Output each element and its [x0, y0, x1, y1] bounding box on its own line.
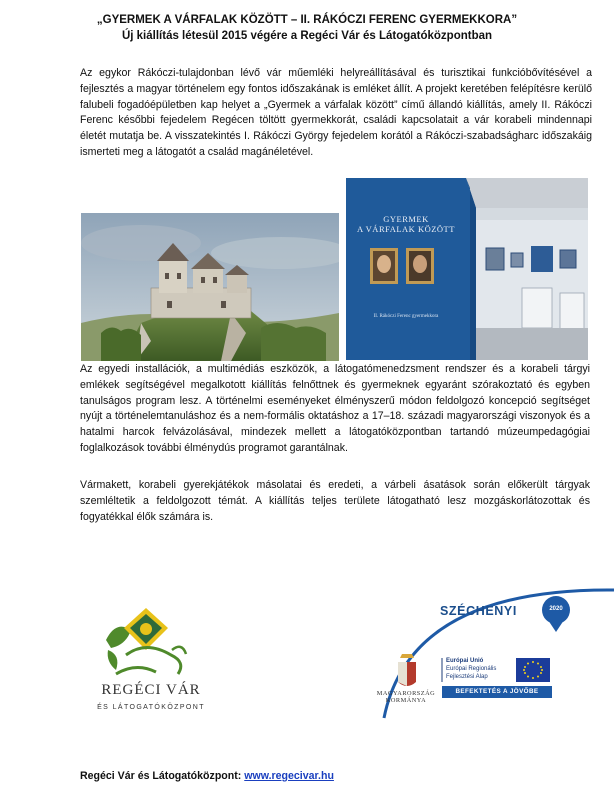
exhibition-rendering-image	[346, 178, 588, 360]
footer-label: Regéci Vár és Látogatóközpont:	[80, 770, 242, 782]
exhibit-caption-line-2: A VÁRFALAK KÖZÖTT	[357, 224, 455, 234]
exhibit-wall-caption	[356, 214, 456, 322]
title-line-1: „GYERMEK A VÁRFALAK KÖZÖTT – II. RÁKÓCZI FERENC GYERMEKKORA”	[96, 14, 518, 26]
szechenyi-title: SZÉCHENYI	[440, 604, 517, 618]
gov-line-2: KORMÁNYA	[385, 697, 427, 704]
regeci-logo-name: REGÉCI VÁR	[101, 682, 201, 698]
regeci-var-logo	[86, 600, 216, 722]
page-title	[60, 12, 554, 44]
exhibit-caption-line-1: GYERMEK	[383, 214, 429, 224]
gov-line-1: MAGYARORSZÁG	[376, 690, 436, 697]
castle-rendering-image	[81, 213, 339, 361]
szechenyi-year: 2020	[549, 606, 563, 612]
website-link[interactable]: www.regecivar.hu	[244, 770, 334, 782]
eu-fund-label	[442, 658, 552, 706]
exhibit-caption-sub: II. Rákóczi Ferenc gyermekkora	[373, 314, 439, 319]
title-line-2: Új kiállítás létesül 2015 végére a Regéci Vár és Látogatóközpontban	[121, 30, 493, 42]
szechenyi-2020-block	[370, 578, 614, 728]
eu-line-2: Európai Regionális	[446, 666, 497, 672]
paragraph-exhibition: Az egyedi installációk, a multimédiás eszközök, a látogatómenedzsment rendszer és a korabeli tárgyi emlékek segítségével megalkotott kiállítás felnőttnek és gyermeknek egyaránt szórakoztató és egyben tanulságos program lesz. A történelmi eseményeket élményszerű módon feldolgozó koncepció segítséget nyújt a történelemtanuláshoz és a nem-formális oktatáshoz a 17–18. századi magyarországi viszonyok és a hatalmi harcok felvázolásával, mindezek mellett a látogatóközpontban tartandó múzeumpedagógiai foglalkozások további élménydús programot garantálnak.	[80, 363, 590, 454]
eu-line-3: Fejlesztési Alap	[446, 674, 488, 680]
footer	[80, 770, 334, 782]
paragraph-artifacts: Vármakett, korabeli gyerekjátékok másolatai és eredeti, a várbeli ásatások során előkerült tárgyak szemléltetik a feldolgozott témát. A kiállítás teljes területe látogatható lesz mozgáskorlátozottak és fogyatékkal élők számára is.	[80, 479, 590, 523]
paragraph-intro: Az egykor Rákóczi-tulajdonban lévő vár műemléki helyreállításával és turisztikai funkcióbővítésével a fejlesztés a magyar történelem egy fontos időszakának is emléket állít. A projekt keretében felépítésre kerülő falubeli fogadóépületben kap helyet a „Gyermek a várfalak között” című állandó kiállítás, amely II. Rákóczi Ferenc későbbi fejedelem Regécen töltött gyermekkorát, családi kapcsolatait a vár korabeli mindennapi életét mutatja be. A visszatekintés I. Rákóczi György fejedelem korától a Rákóczi-szabadságharc időszakáig ismerteti meg a látogatót a család magánéletével.	[80, 67, 592, 158]
regeci-logo-sub: ÉS LÁTOGATÓKÖZPONT	[97, 704, 205, 711]
eu-line-1: Európai Unió	[446, 658, 484, 664]
regeci-ornament-icon	[86, 600, 216, 682]
slogan-banner: BEFEKTETÉS A JÖVŐBE	[442, 686, 552, 698]
